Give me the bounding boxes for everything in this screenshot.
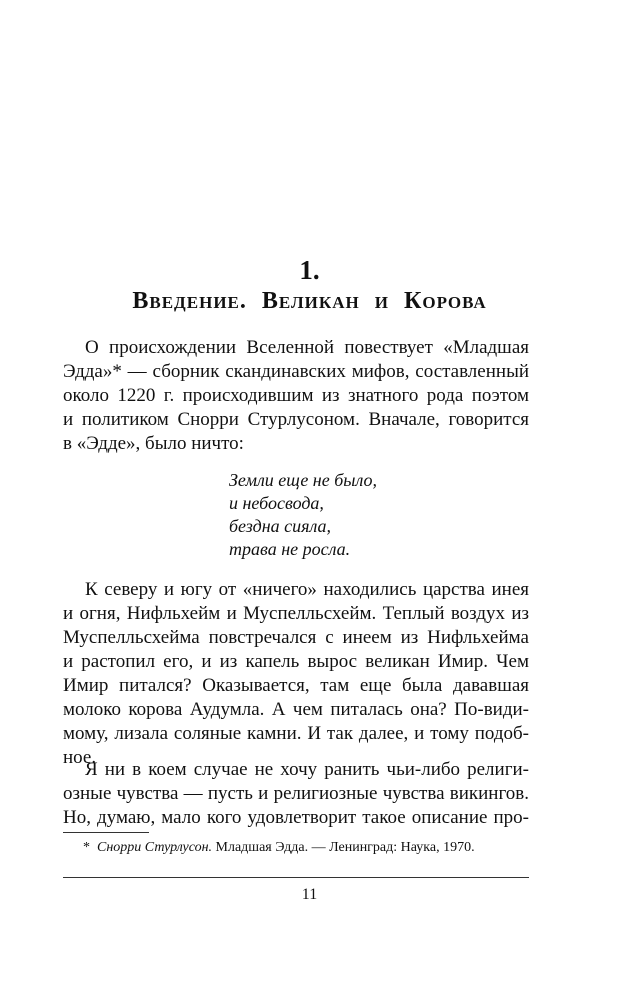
text-line: в «Эдде», было ничто: bbox=[63, 433, 244, 454]
text-line: Но, думаю, мало кого удовлетворит такое описание про- bbox=[63, 807, 529, 828]
footnote-author: Снорри Стурлусон. bbox=[97, 840, 213, 855]
chapter-title: Введение. Великан и Корова bbox=[132, 288, 487, 314]
verse-line: Земли еще не было, bbox=[229, 470, 378, 490]
page-divider bbox=[63, 877, 529, 878]
text-line: Я ни в коем случае не хочу ранить чьи-либо религи- bbox=[85, 759, 529, 780]
text-line: озные чувства — пусть и религиозные чувства викингов. bbox=[63, 783, 529, 804]
text-line: около 1220 г. происходившим из знатного рода поэтом bbox=[63, 385, 529, 406]
footnote-divider bbox=[63, 832, 149, 833]
verse-line: бездна сияла, bbox=[229, 516, 332, 536]
text-line: Муспелльсхейма повстречался с инеем из Нифльхейма bbox=[63, 627, 529, 648]
verse-quote bbox=[229, 469, 377, 561]
chapter-number: 1. bbox=[299, 255, 320, 285]
text-line: мому, лизала соляные камни. И так далее, и тому подоб- bbox=[63, 723, 529, 744]
footnote-text: Младшая Эдда. — Ленинград: Наука, 1970. bbox=[215, 840, 475, 855]
paragraph-2 bbox=[63, 578, 529, 770]
text-line: Имир питался? Оказывается, там еще была дававшая bbox=[63, 675, 529, 696]
footnote bbox=[83, 840, 475, 856]
paragraph-3 bbox=[63, 758, 529, 830]
paragraph-1 bbox=[63, 336, 529, 456]
text-line: К северу и югу от «ничего» находились царства инея bbox=[85, 579, 529, 600]
verse-line: и небосвода, bbox=[229, 493, 324, 513]
text-line: молоко корова Аудумла. А чем питалась она? По-види- bbox=[63, 699, 529, 720]
text-line: О происхождении Вселенной повествует «Младшая bbox=[85, 337, 529, 358]
footnote-marker: * bbox=[83, 840, 90, 855]
text-line: Эдда»* — сборник скандинавских мифов, составленный bbox=[63, 361, 529, 382]
text-line: и огня, Нифльхейм и Муспелльсхейм. Теплый воздух из bbox=[63, 603, 529, 624]
text-line: и политиком Снорри Стурлусоном. Вначале, говорится bbox=[63, 409, 529, 430]
verse-line: трава не росла. bbox=[229, 539, 351, 559]
text-line: ное. bbox=[63, 747, 97, 768]
page-number: 11 bbox=[301, 886, 318, 903]
text-line: и растопил его, и из капель вырос великан Имир. Чем bbox=[63, 651, 529, 672]
